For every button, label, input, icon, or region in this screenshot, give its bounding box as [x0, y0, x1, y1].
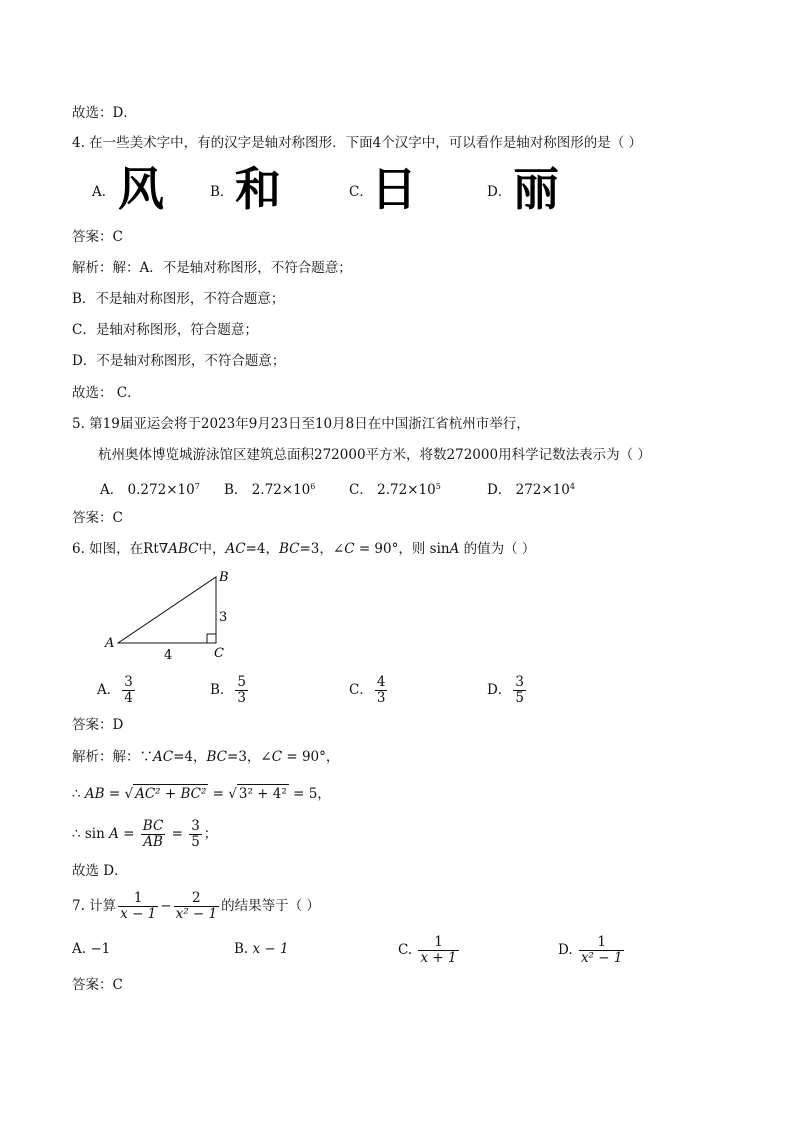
q4-option-c-char: 日 [371, 162, 417, 216]
q6-option-b: B． $\frac{5}{3}$ [210, 674, 247, 706]
q7-option-a: A. −1 [72, 941, 111, 957]
q6-conclusion: 故选 D． [72, 863, 128, 879]
q6-stem: 6. 如图，在Rt∇ABC中，AC=4，BC=3，∠C = 90°，则 sinA 的值为（ ） [72, 541, 536, 557]
q6-solution-line3: ∴ sin A = $\frac{BC}{AB}$ = $\frac{3}{5}$ ； [72, 818, 218, 850]
q6-option-c: C． $\frac{4}{3}$ [349, 674, 386, 706]
q7-option-c: C. $\frac{1}{x + 1}$ [398, 934, 457, 966]
radical: 3² + 4² [238, 786, 287, 802]
q4-analysis-line: C．是轴对称图形，符合题意； [72, 322, 258, 338]
vertex-c-label: C [214, 646, 224, 661]
q4-answer: 答案：C [72, 229, 123, 245]
q4-stem: 4. 在一些美术字中，有的汉字是轴对称图形．下面4个汉字中，可以看作是轴对称图形的是（ ） [72, 135, 643, 151]
q4-analysis-line: D．不是轴对称图形，不符合题意； [72, 353, 286, 369]
q5-answer: 答案：C [72, 510, 123, 526]
q6-option-a: A． $\frac{3}{4}$ [97, 674, 133, 706]
q5-option-c: C． $2.72\times 10^5$ [349, 482, 441, 498]
q4-option-b-label: B． [210, 184, 234, 200]
q3-conclusion: 故选：D． [72, 105, 137, 121]
q5-option-d: D． $272\times 10^4$ [487, 482, 575, 498]
q6-solution-line2: ∴ AB = √ AC² + BC² = √ 3² + 4² = 5， [72, 786, 331, 802]
side-bc-label: 3 [219, 610, 228, 625]
side-ac-label: 4 [164, 648, 173, 663]
q6-solution-line1: 解析：解：∵AC=4，BC=3，∠C = 90°， [72, 749, 340, 765]
q4-option-a-char: 风 [118, 162, 164, 216]
q5-stem-line1: 5. 第19届亚运会将于2023年9月23日至10月8日在中国浙江省杭州市举行， [72, 416, 530, 432]
q4-option-a-label: A． [92, 184, 116, 200]
q6-answer: 答案：D [72, 717, 124, 733]
q5-option-a: A． $0.272\times 10^7$ [100, 482, 200, 498]
triangle-outline [118, 577, 216, 643]
q5-stem-line2: 杭州奥体博览城游泳馆区建筑总面积272000平方米，将数272000用科学记数法表示为（ ） [98, 447, 651, 463]
q7-option-d: D. $\frac{1}{\text{x² − 1}}$ [558, 934, 623, 966]
q4-option-d-char: 丽 [513, 162, 559, 216]
q4-conclusion: 故选： C． [72, 385, 141, 401]
right-triangle-figure [96, 566, 246, 666]
q5-option-b: B． $2.72\times 10^6$ [224, 482, 316, 498]
q4-analysis-line: 解析：解：A．不是轴对称图形，不符合题意； [72, 260, 352, 276]
q4-option-b-char: 和 [235, 162, 281, 216]
right-angle-marker [207, 634, 216, 643]
q7-option-b: B. x − 1 [234, 941, 289, 957]
q4-option-c-label: C． [349, 184, 373, 200]
q4-analysis-line: B．不是轴对称图形，不符合题意； [72, 291, 285, 307]
vertex-a-label: A [105, 636, 115, 651]
q7-answer: 答案：C [72, 977, 123, 993]
q4-option-d-label: D． [487, 184, 512, 200]
vertex-b-label: B [219, 570, 229, 585]
q7-stem: 7. 计算 $\frac{1}{x - 1}$ − $\frac{2}{\text{x² − 1}}$ 的结果等于（ ） [72, 890, 320, 922]
radical: AC² + BC² [135, 786, 207, 802]
q6-option-d: D． $\frac{3}{5}$ [487, 674, 524, 706]
